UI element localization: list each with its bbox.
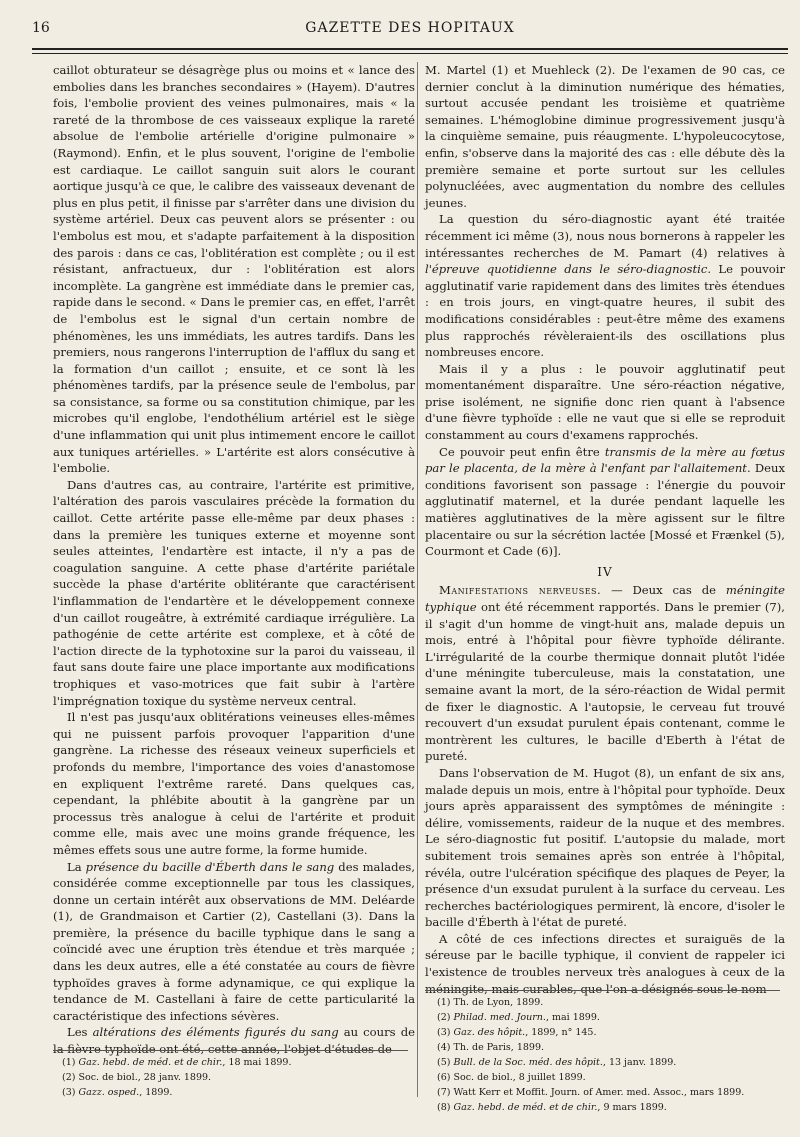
footnote: (6) Soc. de biol., 8 juillet 1899. (437, 1072, 586, 1083)
emphasis: présence du bacille d'Éberth dans le sang (85, 859, 335, 874)
paragraph: Dans d'autres cas, au contraire, l'artérite est primitive, l'altération des parois vasculaires précède la formation du caillot. Cette artérite passe elle-même par deux phases : dans la première les tuniques externe et moyenne sont seules atteintes, l'endartère est intacte, il n'y a pas de coagulation sanguine. A cette phase d'artérite pariétale succède la phase d'artérite oblitérante que caractérisent l'inflammation de l'endartère et le développement connexe d'un caillot rougeâtre, à extrémité cardiaque irrégulière. La pathogénie de cette artérite est complexe, et à côté de l'action directe de la typhotoxine sur la paroi du vaisseau, il faut sans doute faire une place importante aux modifications trophiques et vaso-motrices que fait subir à l'artère l'imprégnation toxique du système nerveux central. (53, 477, 415, 708)
paragraph: Les altérations des éléments figurés du sang au cours de la fièvre typhoïde ont été, cette année, l'objet d'études de (53, 1025, 415, 1057)
paragraph: Mais il y a plus : le pouvoir agglutinatif peut momentanément disparaître. Une séro-réaction négative, prise isolément, ne signifie donc rien quant à l'absence d'une fièvre typhoïde : elle ne vaut que si elle se reproduit constamment au cours d'examens rapprochés. (425, 361, 785, 443)
footnote: (1) Th. de Lyon, 1899. (437, 997, 544, 1008)
left-column (53, 62, 415, 1058)
footnote: (7) Watt Kerr et Moffit. Journ. of Amer. med. Assoc., mars 1899. (437, 1087, 745, 1098)
paragraph: A côté de ces infections directes et suraiguës de la séreuse par le bacille typhique, il convient de rappeler ici l'existence de troubles nerveux très analogues à ceux de la méningite, mais curables, que l'on a désignés sous le nom (425, 931, 785, 996)
emphasis: l'épreuve quotidienne dans le séro-diagnostic (425, 262, 708, 277)
section-heading: IV (597, 564, 613, 579)
footnote: (2) Philad. med. Journ., mai 1899. (437, 1012, 600, 1023)
footnote: (2) Soc. de biol., 28 janv. 1899. (62, 1072, 212, 1083)
emphasis: transmis de la mère au fœtus par le placenta, de la mère à l'enfant par l'allaitement (425, 444, 785, 476)
footnote: (5) Bull. de la Soc. méd. des hôpit., 13 janv. 1899. (437, 1057, 677, 1068)
paragraph: M. Martel (1) et Muehleck (2). De l'examen de 90 cas, ce dernier conclut à la diminution numérique des hématies, surtout accusée pendant les troisième et quatrième semaines. L'hémoglobine diminue progressivement jusqu'à la cinquième semaine, puis réaugmente. L'hypoleucocytose, enfin, s'observe dans la majorité des cas : elle débute dès la première semaine et porte surtout sur les cellules polynucléées, avec augmentation du nombre des cellules jeunes. (425, 63, 785, 210)
paragraph: La présence du bacille d'Éberth dans le sang des malades, considérée comme exceptionnelle par tous les classiques, donne un certain intérêt aux observations de MM. Deléarde (1), de Grandmaison et Cartier (2), Castellani (3). Dans la première, la présence du bacille typhique dans le sang a coïncidé avec une éruption très étendue et très marquée ; dans les deux autres, elle a été constatée au cours de fièvre typhoïdes graves à forme adynamique, ce qui explique la tendance de M. Castellani à faire de cette particularité la caractéristique des infections sévères. (53, 859, 416, 1023)
footnote-rule (53, 1050, 408, 1051)
footnote-rule (425, 990, 780, 991)
right-column (425, 62, 785, 997)
header-rule-thick (32, 48, 788, 50)
paragraph: Il n'est pas jusqu'aux oblitérations veineuses elles-mêmes qui ne puissent parfois provoquer l'apparition d'une gangrène. La richesse des réseaux veineux superficiels et profonds du membre, l'importance des voies d'anastomose en expliquent l'extrême rareté. Dans quelques cas, cependant, la phlébite aboutit à la gangrène par un processus très analogue à celui de l'artérite et produit comme elle, mais avec une moins grande fréquence, les mêmes effets sous une autre forme, la forme humide. (53, 710, 415, 857)
journal-title: GAZETTE DES HOPITAUX (305, 20, 515, 36)
paragraph: Manifestations nerveuses. — Deux cas de méningite typhique ont été récemment rapportés. Dans le premier (7), il s'agit d'un homme de vingt-huit ans, malade depuis un mois, entré à l'hôpital pour fièvre typhoïde délirante. L'irrégularité de la courbe thermique donnait plutôt l'idée d'une méningite tuberculeuse, mais la constatation, une semaine avant la mort, de la séro-réaction de Widal permit de fixer le diagnostic. A l'autopsie, le cerveau fut trouvé recouvert d'un exsudat purulent épais contenant, comme le montrèrent les cultures, le bacille d'Eberth à l'état de pureté. (425, 583, 786, 764)
paragraph: Ce pouvoir peut enfin être transmis de la mère au fœtus par le placenta, de la mère à l'enfant par l'allaitement. Deux conditions favorisent son passage : l'énergie du pouvoir agglutinatif maternel, et la durée pendant laquelle les matières agglutinatives de la mère agissent sur le filtre placentaire ou sur la sécrétion lactée [Mossé et Frænkel (5), Courmont et Cade (6)]. (425, 444, 785, 559)
left-footnotes (62, 1055, 412, 1100)
footnote: (3) Gaz. des hôpit., 1899, n° 145. (437, 1027, 597, 1038)
footnote: (4) Th. de Paris, 1899. (437, 1042, 545, 1053)
footnote: (3) Gazz. osped., 1899. (62, 1087, 173, 1098)
section-lead: Manifestations nerveuses. (439, 583, 602, 598)
paragraph: La question du séro-diagnostic ayant été traitée récemment ici même (3), nous nous bornerons à rappeler les intéressantes recherches de M. Pamart (4) relatives à l'épreuve quotidienne dans le séro-diagnostic. Le pouvoir agglutinatif varie rapidement dans des limites très étendues : en trois jours, en vingt-quatre heures, il subit des modifications considérables : peut-être même des examens plus rapprochés révèleraient-ils des oscillations plus nombreuses encore. (425, 212, 785, 360)
footnote: (1) Gaz. hebd. de méd. et de chir., 18 mai 1899. (62, 1057, 292, 1068)
page-header (32, 18, 788, 42)
header-rule-thin (32, 53, 788, 54)
page-number: 16 (32, 20, 50, 36)
emphasis: altérations des éléments figurés du sang (92, 1025, 339, 1040)
footnote: (8) Gaz. hebd. de méd. et de chir., 9 mars 1899. (437, 1102, 667, 1113)
right-footnotes (437, 995, 787, 1115)
column-divider (417, 62, 418, 1097)
emphasis: méningite typhique (425, 583, 786, 614)
paragraph: Dans l'observation de M. Hugot (8), un enfant de six ans, malade depuis un mois, entre à l'hôpital pour typhoïde. Deux jours après apparaissent des symptômes de méningite : délire, vomissements, raideur de la nuque et des membres. Le séro-diagnostic fut positif. L'autopsie du malade, mort subitement trois semaines après son entrée à l'hôpital, révéla, outre l'ulcération spécifique des plaques de Peyer, la présence d'un exsudat purulent à la surface du cerveau. Les recherches bactériologiques permirent, là encore, d'isoler le bacille d'Éberth à l'état de pureté. (425, 765, 785, 930)
paragraph: caillot obturateur se désagrège plus ou moins et « lance des embolies dans les branches secondaires » (Hayem). D'autres fois, l'embolie provient des veines pulmonaires, mais « la rareté de la thrombose de ces vaisseaux explique la rareté absolue de l'embolie artérielle d'origine pulmonaire » (Raymond). Enfin, et le plus souvent, l'origine de l'embolie est cardiaque. Le caillot sanguin suit alors le courant aortique jusqu'à ce que, le calibre des vaisseaux devenant de plus en plus petit, il finisse par s'arrêter dans une division du système artériel. Deux cas peuvent alors se présenter : ou l'embolus est mou, et s'adapte parfaitement à la disposition des parois : dans ce cas, l'oblitération est complète ; ou il est résistant, anfractueux, dur : l'oblitération est alors incomplète. La gangrène est immédiate dans le premier cas, rapide dans le second. « Dans le premier cas, en effet, l'arrêt de l'embolus est le signal d'un certain nombre de phénomènes, les uns immédiats, les autres tardifs. Dans les premiers, nous rangerons l'interruption de l'afflux du sang et la formation d'un caillot ; ensuite, et ce sont là les phénomènes tardifs, par la présence seule de l'embolus, par sa consistance, sa forme ou sa constitution chimique, par les microbes qu'il englobe, l'endothélium artériel est le siège d'une inflammation qui unit plus intimement encore le caillot aux tuniques artérielles. » L'artérite est alors consécutive à l'embolie. (53, 63, 415, 476)
